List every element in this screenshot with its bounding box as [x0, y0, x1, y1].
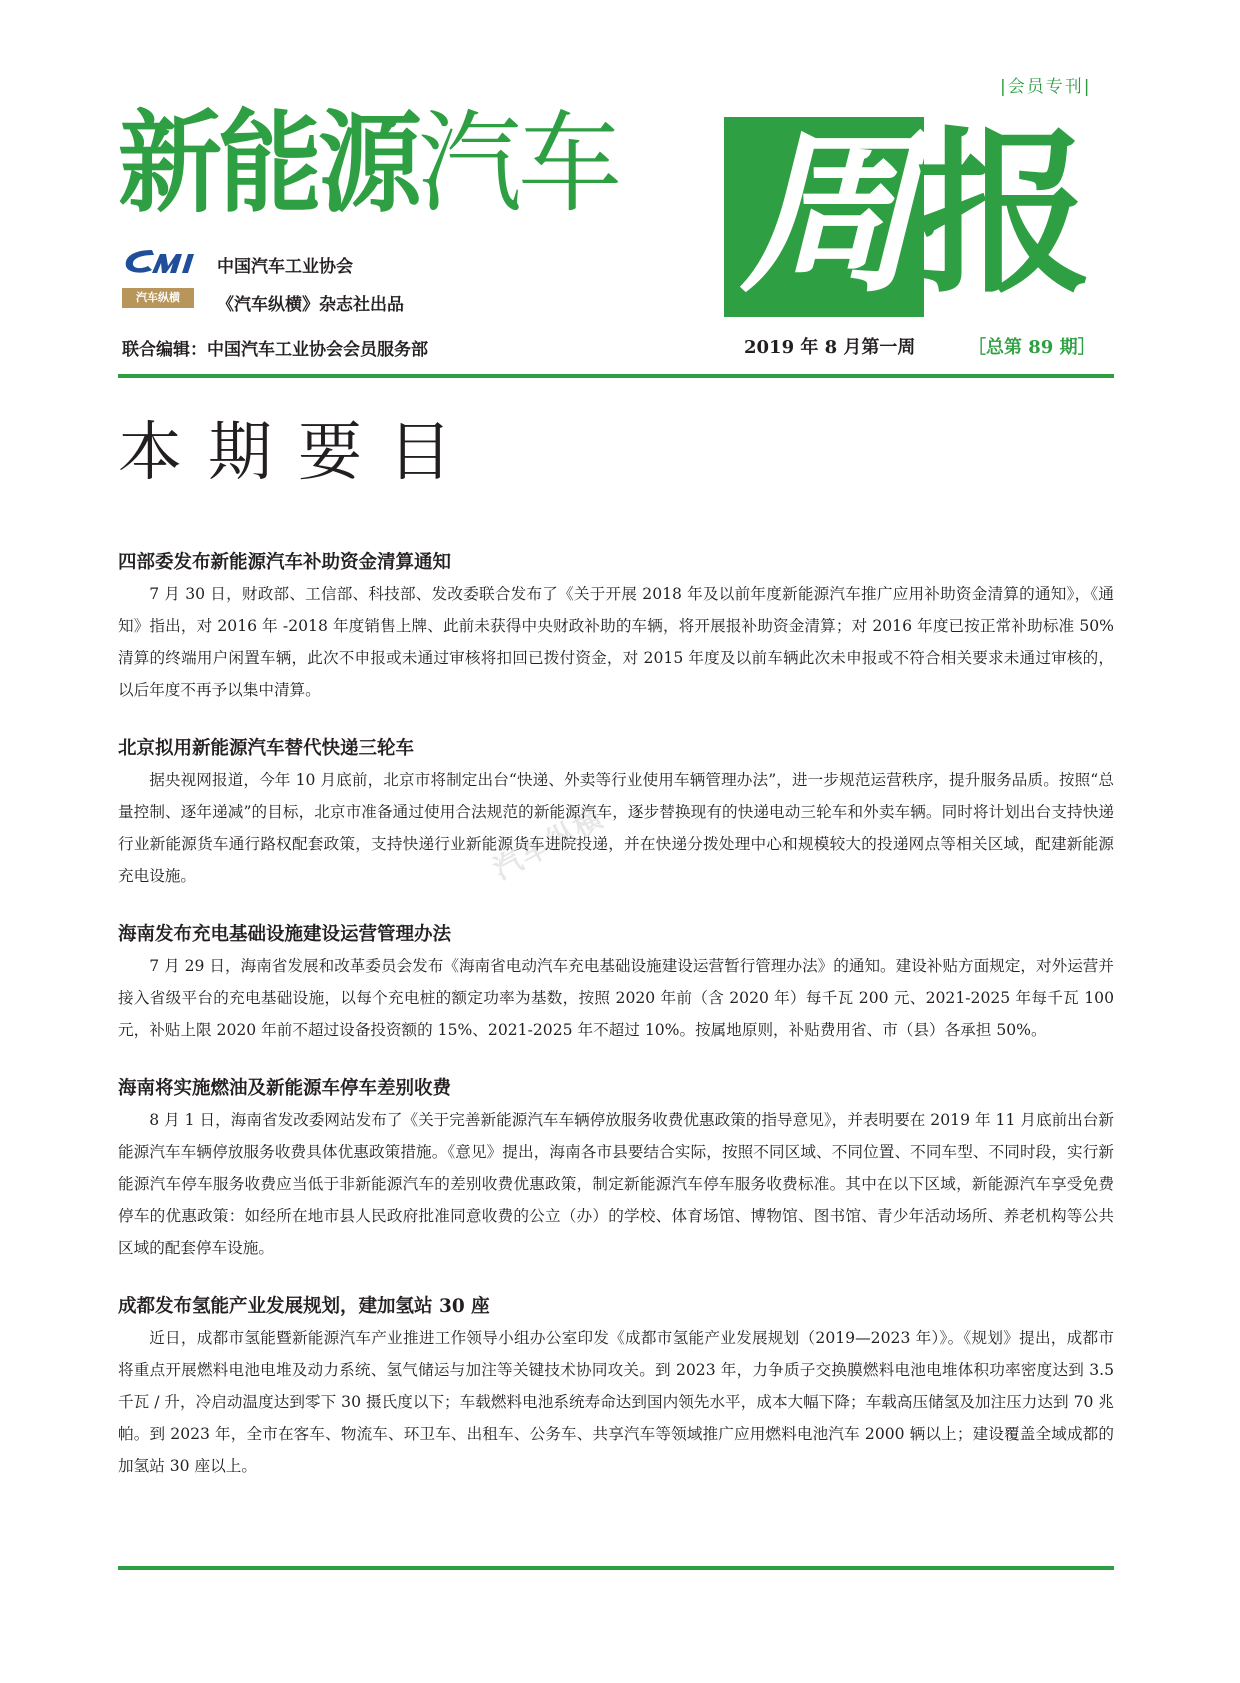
org-caam-label: 中国汽车工业协会	[217, 257, 353, 277]
masthead-light: 汽车	[418, 98, 619, 228]
org-publisher-label: 《汽车纵横》杂志社出品	[217, 295, 404, 315]
article-1-title: 四部委发布新能源汽车补助资金清算通知	[118, 552, 452, 573]
article-5-body: 近日，成都市氢能暨新能源汽车产业推进工作领导小组办公室印发《成都市氢能产业发展规划（2019—2023 年）》。《规划》提出，成都市将重点开展燃料电池电堆及动力系统、氢气储运与加注等关键技术协同攻关。到 2023 年，力争质子交换膜燃料电池电堆体积功率密度达到 3.5 千瓦 / 升，冷启动温度达到零下 30 摄氏度以下；车载燃料电池系统寿命达到国内领先水平，成本大幅下降；车载高压储氢及加注压力达到 70 兆帕。到 2023 年，全市在客车、物流车、环卫车、出租车、公务车、共享汽车等领域推广应用燃料电池汽车 2000 辆以上；建设覆盖全域成都的加氢站 30 座以上。	[118, 1329, 1114, 1475]
page-title: 本期要目	[118, 416, 478, 490]
watermark: 汽车纵横	[487, 800, 610, 887]
issue-number: ［总第 89 期］	[968, 337, 1096, 358]
article-3	[118, 920, 1114, 1046]
member-tag: |会员专刊|	[1000, 77, 1092, 97]
article-3-title: 海南发布充电基础设施建设运营管理办法	[118, 924, 452, 945]
issue-date: 2019 年 8 月第一周	[744, 337, 916, 358]
masthead-title	[118, 98, 619, 228]
article-2-body: 据央视网报道，今年 10 月底前，北京市将制定出台“快递、外卖等行业使用车辆管理办法”，进一步规范运营秩序，提升服务品质。按照“总量控制、逐年递减”的目标，北京市准备通过使用合法规范的新能源汽车，逐步替换现有的快递电动三轮车和外卖车辆。同时将计划出台支持快递行业新能源货车通行路权配套政策，支持快递行业新能源货车进院投递，并在快递分拨处理中心和规模较大的投递网点等相关区域，配建新能源充电设施。	[118, 771, 1114, 885]
weekly-char-2: 报	[916, 112, 1093, 317]
article-2-title: 北京拟用新能源汽车替代快递三轮车	[118, 738, 415, 759]
article-4-title: 海南将实施燃油及新能源车停车差别收费	[118, 1078, 452, 1099]
article-1-body: 7 月 30 日，财政部、工信部、科技部、发改委联合发布了《关于开展 2018 年及以前年度新能源汽车推广应用补助资金清算的通知》，《通知》指出，对 2016 年 -2018 年度销售上牌、此前未获得中央财政补助的车辆，将开展报补助资金清算；对 2016 年度已按正常补助标准 50% 清算的终端用户闲置车辆，此次不申报或未通过审核将扣回已拨付资金，对 2015 年度及以前车辆此次未申报或不符合相关要求未通过审核的，以后年度不再予以集中清算。	[118, 585, 1114, 699]
article-4-body: 8 月 1 日，海南省发改委网站发布了《关于完善新能源汽车车辆停放服务收费优惠政策的指导意见》，并表明要在 2019 年 11 月底前出台新能源汽车车辆停放服务收费具体优惠政策措施。《意见》提出，海南各市县要结合实际，按照不同区域、不同位置、不同车型、不同时段，实行新能源汽车停车服务收费应当低于非新能源汽车的差别收费优惠政策，制定新能源汽车停车服务收费标准。其中在以下区域，新能源汽车享受免费停车的优惠政策：如经所在地市县人民政府批准同意收费的公立（办）的学校、体育场馆、博物馆、图书馆、青少年活动场所、养老机构等公共区域的配套停车设施。	[118, 1111, 1114, 1257]
weekly-char-1: 周	[740, 112, 917, 317]
article-5-title: 成都发布氢能产业发展规划，建加氢站 30 座	[118, 1296, 490, 1317]
article-list	[118, 548, 1114, 1510]
article-1	[118, 548, 1114, 706]
auto-review-logo-icon: 汽车纵横	[122, 288, 194, 308]
article-4	[118, 1074, 1114, 1264]
footer-rule	[118, 1566, 1114, 1570]
article-2	[118, 734, 1114, 892]
caam-logo-icon	[122, 246, 198, 276]
article-3-body: 7 月 29 日，海南省发展和改革委员会发布《海南省电动汽车充电基础设施建设运营暂行管理办法》的通知。建设补贴方面规定，对外运营并接入省级平台的充电基础设施，以每个充电桩的额定功率为基数，按照 2020 年前（含 2020 年）每千瓦 200 元、2021-2025 年每千瓦 100 元，补贴上限 2020 年前不超过设备投资额的 15%、2021-2025 年不超过 10%。按属地原则，补贴费用省、市（县）各承担 50%。	[118, 957, 1114, 1039]
article-5	[118, 1292, 1114, 1482]
header-rule	[118, 374, 1114, 378]
masthead-bold: 新能源	[118, 98, 419, 228]
joint-editor: 联合编辑：中国汽车工业协会会员服务部	[122, 340, 428, 360]
